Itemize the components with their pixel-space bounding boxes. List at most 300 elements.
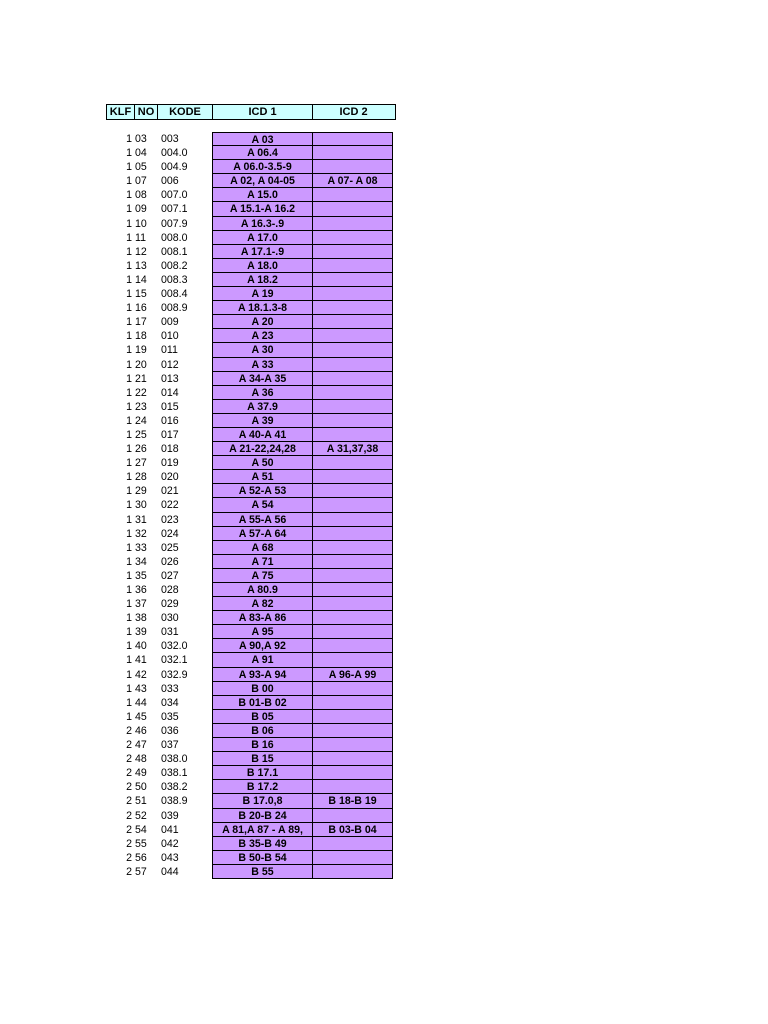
- cell-kode: 025: [161, 541, 179, 554]
- cell-no: 41: [135, 654, 147, 667]
- cell-klf: 1: [126, 245, 132, 258]
- header-kode: KODE: [158, 105, 213, 119]
- table-row: [106, 851, 396, 865]
- cell-klf: 1: [126, 682, 132, 695]
- cell-icd1: A 75: [212, 569, 312, 583]
- cell-klf: 1: [126, 584, 132, 596]
- table-row: [106, 837, 396, 851]
- cell-icd1: A 95: [212, 625, 312, 639]
- cell-icd1: A 80.9: [212, 583, 312, 597]
- cell-klf: 2: [126, 753, 132, 766]
- cell-no: 17: [135, 316, 147, 329]
- cell-klf: 1: [126, 626, 132, 639]
- cell-icd1: B 01-B 02: [212, 696, 312, 710]
- cell-icd2: [312, 470, 393, 484]
- cell-kode: 021: [161, 485, 179, 498]
- table-row: [106, 794, 396, 808]
- cell-icd2: [312, 315, 393, 329]
- cell-icd2: A 96-A 99: [312, 668, 393, 682]
- cell-klf: 1: [126, 288, 132, 301]
- table-row: [106, 245, 396, 259]
- cell-kode: 024: [161, 527, 179, 540]
- cell-no: 52: [135, 809, 147, 822]
- icd-mapping-table: [106, 104, 396, 879]
- cell-klf: 1: [126, 358, 132, 371]
- cell-no: 18: [135, 330, 147, 343]
- cell-no: 39: [135, 626, 147, 639]
- cell-icd1: A 06.0-3.5-9: [212, 160, 312, 174]
- cell-klf: 1: [126, 161, 132, 174]
- cell-kode: 004.9: [161, 161, 188, 174]
- cell-icd1: B 00: [212, 682, 312, 696]
- cell-klf: 1: [126, 302, 132, 315]
- cell-kode: 027: [161, 569, 179, 582]
- cell-icd1: B 50-B 54: [212, 851, 312, 865]
- cell-icd2: [312, 639, 393, 653]
- cell-icd1: B 17.2: [212, 780, 312, 794]
- table-row: [106, 710, 396, 724]
- cell-klf: 1: [126, 414, 132, 427]
- cell-kode: 041: [161, 823, 179, 836]
- cell-no: 10: [135, 217, 147, 230]
- cell-icd1: A 54: [212, 498, 312, 512]
- cell-klf: 1: [126, 640, 132, 653]
- cell-kode: 008.9: [161, 302, 188, 315]
- cell-klf: 2: [126, 739, 132, 752]
- cell-icd2: [312, 132, 393, 146]
- table-row: [106, 160, 396, 174]
- cell-icd1: A 39: [212, 414, 312, 428]
- cell-klf: 1: [126, 710, 132, 723]
- cell-icd2: [312, 358, 393, 372]
- cell-icd1: B 17.1: [212, 766, 312, 780]
- cell-icd2: [312, 766, 393, 780]
- cell-klf: 1: [126, 654, 132, 667]
- cell-icd2: [312, 682, 393, 696]
- cell-no: 55: [135, 837, 147, 850]
- cell-icd2: [312, 653, 393, 667]
- cell-icd1: B 15: [212, 752, 312, 766]
- cell-kode: 004.0: [161, 147, 188, 160]
- cell-klf: 1: [126, 400, 132, 413]
- cell-no: 21: [135, 372, 147, 385]
- table-row: [106, 217, 396, 231]
- cell-kode: 014: [161, 386, 179, 399]
- cell-icd1: A 06.4: [212, 146, 312, 160]
- table-row: [106, 865, 396, 879]
- table-row: [106, 428, 396, 442]
- cell-no: 25: [135, 428, 147, 441]
- cell-icd1: A 90,A 92: [212, 639, 312, 653]
- table-row: [106, 513, 396, 527]
- cell-klf: 1: [126, 189, 132, 202]
- cell-icd1: A 15.0: [212, 188, 312, 202]
- cell-kode: 017: [161, 428, 179, 441]
- cell-kode: 033: [161, 682, 179, 695]
- table-row: [106, 174, 396, 188]
- cell-icd1: A 40-A 41: [212, 428, 312, 442]
- cell-no: 37: [135, 598, 147, 611]
- cell-klf: 2: [126, 767, 132, 780]
- cell-icd2: [312, 611, 393, 625]
- cell-no: 20: [135, 358, 147, 371]
- cell-icd1: A 37.9: [212, 400, 312, 414]
- cell-kode: 023: [161, 513, 179, 526]
- cell-klf: 1: [126, 457, 132, 470]
- cell-icd2: [312, 809, 393, 823]
- cell-kode: 008.0: [161, 231, 188, 244]
- table-row: [106, 329, 396, 343]
- cell-kode: 034: [161, 696, 179, 709]
- cell-icd2: [312, 696, 393, 710]
- table-row: [106, 259, 396, 273]
- cell-kode: 032.0: [161, 640, 188, 653]
- cell-icd2: [312, 287, 393, 301]
- cell-no: 09: [135, 203, 147, 216]
- cell-no: 34: [135, 555, 147, 568]
- table-row: [106, 583, 396, 597]
- cell-icd2: [312, 146, 393, 160]
- table-row: [106, 386, 396, 400]
- cell-icd2: [312, 188, 393, 202]
- cell-icd2: B 18-B 19: [312, 794, 393, 808]
- cell-kode: 009: [161, 316, 179, 329]
- cell-klf: 2: [126, 865, 132, 878]
- cell-kode: 038.9: [161, 795, 188, 808]
- cell-icd1: A 52-A 53: [212, 484, 312, 498]
- cell-kode: 012: [161, 358, 179, 371]
- table-row: [106, 724, 396, 738]
- cell-no: 19: [135, 344, 147, 357]
- cell-icd2: B 03-B 04: [312, 823, 393, 837]
- table-row: [106, 682, 396, 696]
- cell-no: 35: [135, 569, 147, 582]
- cell-icd1: B 20-B 24: [212, 809, 312, 823]
- cell-klf: 1: [126, 499, 132, 512]
- cell-icd2: [312, 202, 393, 216]
- cell-no: 44: [135, 696, 147, 709]
- cell-no: 38: [135, 612, 147, 625]
- table-row: [106, 696, 396, 710]
- header-icd1: ICD 1: [213, 105, 313, 119]
- cell-icd1: A 30: [212, 343, 312, 357]
- header-icd2: ICD 2: [339, 106, 368, 118]
- table-row: [106, 456, 396, 470]
- table-body: [106, 132, 396, 879]
- cell-no: 05: [135, 161, 147, 174]
- cell-icd2: [312, 597, 393, 611]
- cell-icd1: A 02, A 04-05: [212, 174, 312, 188]
- cell-kode: 037: [161, 739, 179, 752]
- cell-icd2: A 07- A 08: [312, 174, 393, 188]
- cell-no: 36: [135, 584, 147, 596]
- cell-icd2: [312, 738, 393, 752]
- cell-kode: 044: [161, 865, 179, 878]
- table-row: [106, 541, 396, 555]
- cell-klf: 1: [126, 133, 132, 145]
- table-row: [106, 372, 396, 386]
- cell-icd1: A 50: [212, 456, 312, 470]
- cell-icd2: [312, 513, 393, 527]
- table-row: [106, 639, 396, 653]
- cell-kode: 036: [161, 724, 179, 737]
- table-row: [106, 625, 396, 639]
- cell-icd1: A 57-A 64: [212, 527, 312, 541]
- cell-no: 54: [135, 823, 147, 836]
- table-row: [106, 343, 396, 357]
- cell-kode: 038.0: [161, 753, 188, 766]
- cell-kode: 038.2: [161, 781, 188, 794]
- cell-no: 14: [135, 273, 147, 286]
- cell-klf: 1: [126, 555, 132, 568]
- cell-klf: 2: [126, 851, 132, 864]
- cell-kode: 042: [161, 837, 179, 850]
- cell-kode: 038.1: [161, 767, 188, 780]
- cell-icd1: A 23: [212, 329, 312, 343]
- cell-no: 33: [135, 541, 147, 554]
- cell-kode: 032.1: [161, 654, 188, 667]
- cell-no: 43: [135, 682, 147, 695]
- cell-icd1: B 16: [212, 738, 312, 752]
- cell-icd1: A 03: [212, 132, 312, 146]
- cell-icd2: [312, 527, 393, 541]
- cell-icd2: [312, 865, 393, 879]
- cell-no: 07: [135, 175, 147, 188]
- cell-klf: 2: [126, 795, 132, 808]
- cell-icd1: A 16.3-.9: [212, 217, 312, 231]
- cell-icd2: [312, 301, 393, 315]
- table-row: [106, 202, 396, 216]
- cell-klf: 2: [126, 724, 132, 737]
- cell-kode: 030: [161, 612, 179, 625]
- cell-icd2: [312, 541, 393, 555]
- cell-kode: 020: [161, 471, 179, 484]
- cell-kode: 035: [161, 710, 179, 723]
- cell-no: 31: [135, 513, 147, 526]
- table-header: [106, 104, 396, 120]
- cell-icd2: [312, 217, 393, 231]
- cell-icd1: A 81,A 87 - A 89,: [212, 823, 312, 837]
- cell-icd1: A 19: [212, 287, 312, 301]
- cell-kode: 043: [161, 851, 179, 864]
- table-row: [106, 780, 396, 794]
- cell-klf: 1: [126, 569, 132, 582]
- cell-icd2: [312, 583, 393, 597]
- cell-klf: 1: [126, 541, 132, 554]
- table-row: [106, 611, 396, 625]
- cell-klf: 1: [126, 147, 132, 160]
- cell-klf: 1: [126, 598, 132, 611]
- table-row: [106, 668, 396, 682]
- table-row: [106, 498, 396, 512]
- cell-icd1: A 51: [212, 470, 312, 484]
- header-klf: KLF: [107, 105, 135, 119]
- table-row: [106, 653, 396, 667]
- cell-icd1: A 17.1-.9: [212, 245, 312, 259]
- cell-icd1: A 83-A 86: [212, 611, 312, 625]
- cell-icd1: A 93-A 94: [212, 668, 312, 682]
- cell-no: 46: [135, 724, 147, 737]
- cell-no: 15: [135, 288, 147, 301]
- cell-icd2: [312, 724, 393, 738]
- cell-icd2: [312, 484, 393, 498]
- cell-icd2: [312, 555, 393, 569]
- cell-icd1: B 35-B 49: [212, 837, 312, 851]
- cell-klf: 1: [126, 372, 132, 385]
- cell-kode: 008.3: [161, 273, 188, 286]
- table-row: [106, 231, 396, 245]
- cell-kode: 018: [161, 443, 179, 456]
- table-row: [106, 287, 396, 301]
- table-row: [106, 301, 396, 315]
- cell-icd2: [312, 414, 393, 428]
- cell-kode: 008.4: [161, 288, 188, 301]
- cell-kode: 026: [161, 555, 179, 568]
- cell-icd2: [312, 569, 393, 583]
- cell-no: 08: [135, 189, 147, 202]
- cell-no: 29: [135, 485, 147, 498]
- cell-kode: 028: [161, 584, 179, 596]
- cell-kode: 039: [161, 809, 179, 822]
- cell-icd1: B 06: [212, 724, 312, 738]
- table-row: [106, 315, 396, 329]
- header-no: NO: [135, 105, 158, 119]
- cell-kode: 003: [161, 133, 179, 145]
- table-row: [106, 738, 396, 752]
- cell-no: 03: [135, 133, 147, 145]
- cell-icd2: [312, 400, 393, 414]
- cell-icd2: [312, 259, 393, 273]
- cell-icd2: [312, 273, 393, 287]
- cell-kode: 006: [161, 175, 179, 188]
- cell-klf: 1: [126, 612, 132, 625]
- cell-klf: 1: [126, 259, 132, 272]
- table-row: [106, 597, 396, 611]
- cell-no: 49: [135, 767, 147, 780]
- cell-no: 12: [135, 245, 147, 258]
- table-row: [106, 414, 396, 428]
- cell-no: 50: [135, 781, 147, 794]
- cell-kode: 007.0: [161, 189, 188, 202]
- cell-klf: 1: [126, 231, 132, 244]
- cell-klf: 1: [126, 485, 132, 498]
- table-row: [106, 752, 396, 766]
- cell-kode: 007.9: [161, 217, 188, 230]
- cell-icd1: A 21-22,24,28: [212, 442, 312, 456]
- cell-klf: 1: [126, 316, 132, 329]
- table-row: [106, 809, 396, 823]
- cell-klf: 1: [126, 175, 132, 188]
- cell-icd1: A 33: [212, 358, 312, 372]
- cell-kode: 008.2: [161, 259, 188, 272]
- cell-klf: 2: [126, 823, 132, 836]
- cell-icd2: [312, 780, 393, 794]
- cell-icd1: A 82: [212, 597, 312, 611]
- cell-kode: 029: [161, 598, 179, 611]
- cell-icd1: A 91: [212, 653, 312, 667]
- cell-no: 26: [135, 443, 147, 456]
- table-row: [106, 188, 396, 202]
- cell-icd1: A 34-A 35: [212, 372, 312, 386]
- cell-no: 11: [135, 231, 146, 244]
- cell-no: 57: [135, 865, 147, 878]
- cell-icd2: [312, 428, 393, 442]
- cell-kode: 015: [161, 400, 179, 413]
- cell-icd1: B 17.0,8: [212, 794, 312, 808]
- cell-no: 56: [135, 851, 147, 864]
- cell-klf: 1: [126, 513, 132, 526]
- cell-klf: 1: [126, 273, 132, 286]
- cell-no: 48: [135, 753, 147, 766]
- cell-icd2: [312, 160, 393, 174]
- cell-kode: 007.1: [161, 203, 188, 216]
- cell-kode: 031: [161, 626, 179, 639]
- cell-klf: 1: [126, 203, 132, 216]
- cell-icd1: A 68: [212, 541, 312, 555]
- cell-klf: 1: [126, 443, 132, 456]
- cell-icd1: A 18.0: [212, 259, 312, 273]
- cell-icd2: [312, 752, 393, 766]
- cell-no: 04: [135, 147, 147, 160]
- cell-kode: 010: [161, 330, 179, 343]
- cell-icd1: A 18.2: [212, 273, 312, 287]
- cell-icd2: [312, 372, 393, 386]
- cell-klf: 1: [126, 527, 132, 540]
- cell-icd2: [312, 710, 393, 724]
- table-row: [106, 146, 396, 160]
- table-row: [106, 484, 396, 498]
- cell-icd1: A 36: [212, 386, 312, 400]
- cell-no: 27: [135, 457, 147, 470]
- table-row: [106, 400, 396, 414]
- cell-kode: 022: [161, 499, 179, 512]
- cell-no: 51: [135, 795, 147, 808]
- cell-icd2: [312, 245, 393, 259]
- cell-icd2: [312, 837, 393, 851]
- cell-kode: 016: [161, 414, 179, 427]
- cell-icd1: A 17.0: [212, 231, 312, 245]
- cell-klf: 1: [126, 386, 132, 399]
- cell-klf: 1: [126, 668, 132, 681]
- cell-klf: 1: [126, 428, 132, 441]
- cell-no: 30: [135, 499, 147, 512]
- cell-icd1: B 55: [212, 865, 312, 879]
- cell-no: 32: [135, 527, 147, 540]
- cell-icd2: [312, 625, 393, 639]
- cell-icd2: [312, 329, 393, 343]
- cell-klf: 1: [126, 344, 132, 357]
- table-row: [106, 527, 396, 541]
- table-row: [106, 555, 396, 569]
- cell-no: 13: [135, 259, 147, 272]
- cell-kode: 013: [161, 372, 179, 385]
- cell-no: 40: [135, 640, 147, 653]
- cell-icd2: [312, 386, 393, 400]
- cell-icd2: [312, 851, 393, 865]
- table-row: [106, 273, 396, 287]
- table-row: [106, 823, 396, 837]
- cell-klf: 2: [126, 809, 132, 822]
- cell-klf: 1: [126, 217, 132, 230]
- cell-no: 28: [135, 471, 147, 484]
- cell-no: 24: [135, 414, 147, 427]
- cell-icd1: A 18.1.3-8: [212, 301, 312, 315]
- cell-klf: 1: [126, 696, 132, 709]
- cell-no: 22: [135, 386, 147, 399]
- table-row: [106, 569, 396, 583]
- cell-icd2: [312, 231, 393, 245]
- cell-icd2: [312, 456, 393, 470]
